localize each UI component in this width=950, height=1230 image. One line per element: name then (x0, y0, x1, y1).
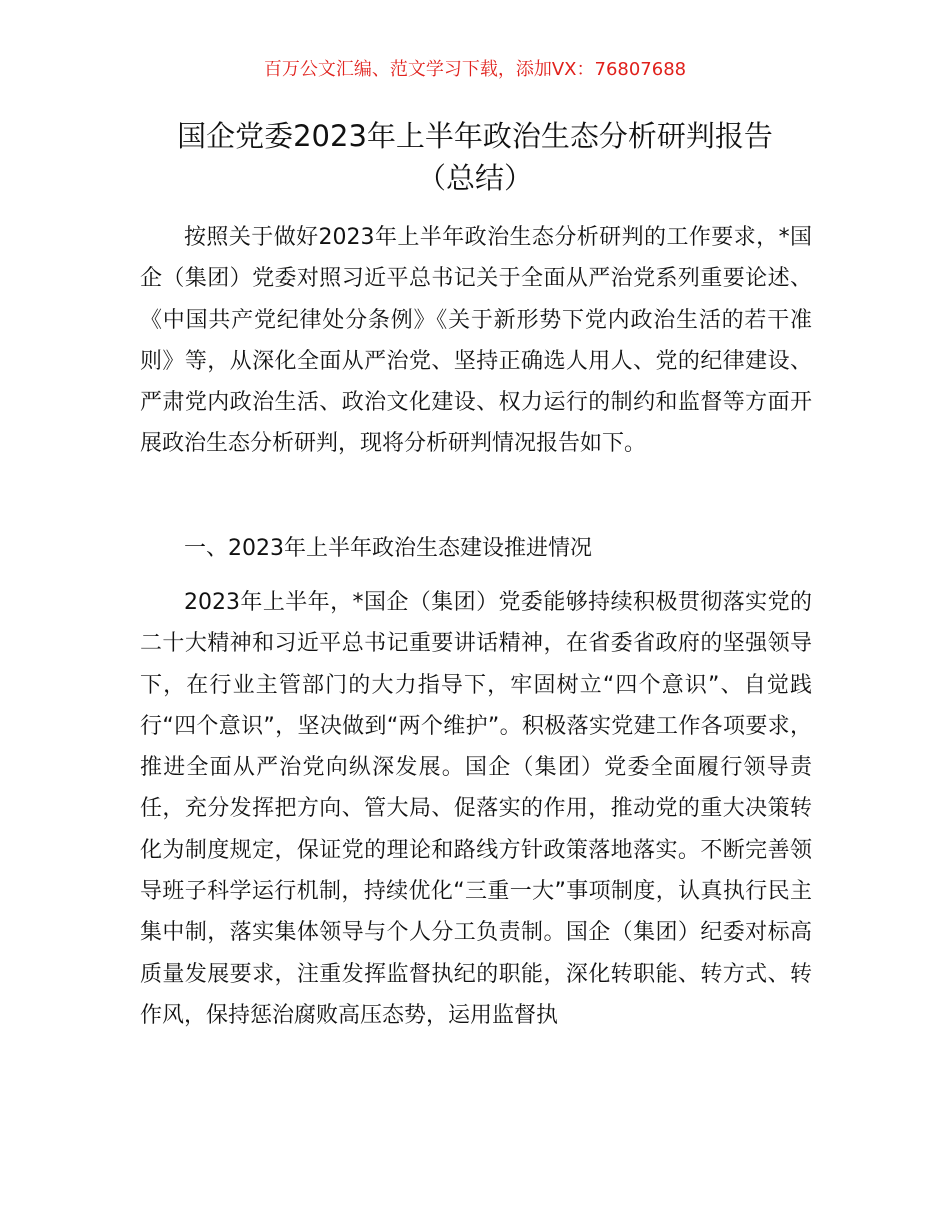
intro-paragraph: 按照关于做好2023年上半年政治生态分析研判的工作要求，*国企（集团）党委对照习近平总书记关于全面从严治党系列重要论述、《中国共产党纪律处分条例》《关于新形势下党内政治生活的若干准则》等，从深化全面从严治党、坚持正确选人用人、党的纪律建设、严肃党内政治生活、政治文化建设、权力运行的制约和监督等方面开展政治生态分析研判，现将分析研判情况报告如下。 (140, 225, 812, 457)
document-title: 国企党委2023年上半年政治生态分析研判报告 (177, 119, 773, 153)
section-heading: 一、2023年上半年政治生态建设推进情况 (184, 536, 592, 561)
body-paragraph: 2023年上半年，*国企（集团）党委能够持续积极贯彻落实党的二十大精神和习近平总书记重要讲话精神，在省委省政府的坚强领导下，在行业主管部门的大力指导下，牢固树立“四个意识”、自觉践行“四个意识”，坚决做到“两个维护”。积极落实党建工作各项要求，推进全面从严治党向纵深发展。国企（集团）党委全面履行领导责任，充分发挥把方向、管大局、促落实的作用，推动党的重大决策转化为制度规定，保证党的理论和路线方针政策落地落实。不断完善领导班子科学运行机制，持续优化“三重一大”事项制度，认真执行民主集中制，落实集体领导与个人分工负责制。国企（集团）纪委对标高质量发展要求，注重发挥监督执纪的职能，深化转职能、转方式、转作风，保持惩治腐败高压态势，运用监督执 (140, 590, 812, 1028)
download-banner: 百万公文汇编、范文学习下载，添加VX：76807688 (263, 59, 687, 80)
document-subtitle: （总结） (416, 161, 533, 195)
